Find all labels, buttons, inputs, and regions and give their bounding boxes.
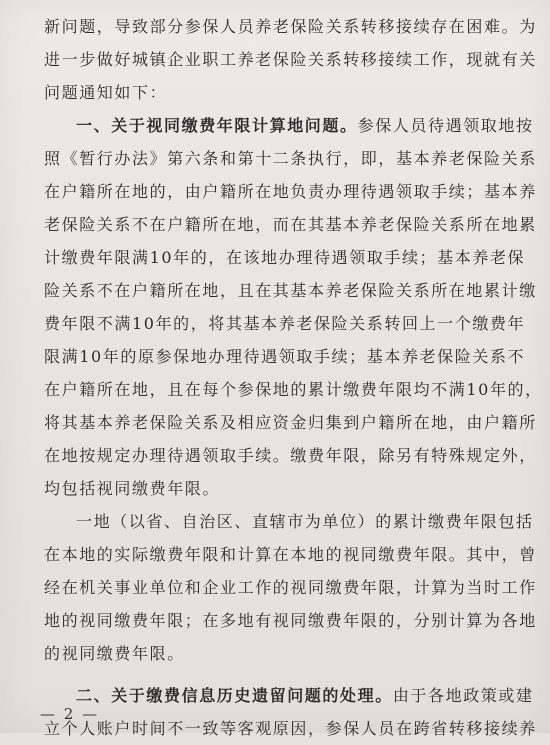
text-segment: 在本地的实际缴费年限和计算在本地的视同缴费年限。其中，曾: [44, 545, 537, 564]
text-segment: 计缴费年限满10年的，在该地办理待遇领取手续；基本养老保: [44, 248, 526, 267]
text-line: [44, 571, 537, 604]
text-line: [44, 712, 537, 745]
text-segment: 立个人账户时间不一致等客观原因，参保人员在跨省转移接续养: [44, 719, 537, 738]
paragraph: [44, 109, 543, 505]
section-heading: 二、关于缴费信息历史遗留问题的处理。: [76, 686, 393, 705]
text-segment: 照《暂行办法》第六条和第十二条执行，即，基本养老保险关系: [44, 149, 537, 168]
text-line: [44, 637, 524, 670]
text-line: [44, 538, 537, 571]
text-line: [44, 43, 537, 76]
text-segment: 将其基本养老保险关系及相应资金归集到户籍所在地，由户籍所: [44, 413, 537, 432]
paragraph: [44, 10, 537, 109]
text-line: [44, 373, 543, 406]
text-line: [44, 109, 534, 142]
text-segment: 经在机关事业单位和企业工作的视同缴费年限，计算为当时工作: [44, 578, 537, 597]
text-segment: 一地（以省、自治区、直辖市为单位）的累计缴费年限包括: [76, 512, 534, 531]
text-segment: 老保险关系不在户籍所在地，而在其基本养老保险关系所在地累: [44, 215, 537, 234]
text-segment: 限满10年的原参保地办理待遇领取手续；基本养老保险关系不: [44, 347, 526, 366]
text-segment: 新问题，导致部分参保人员养老保险关系转移接续存在困难。为: [44, 17, 537, 36]
text-segment: 由于各地政策或建: [392, 686, 534, 705]
text-segment: 参保人员待遇领取地按: [357, 116, 534, 135]
text-line: [44, 604, 537, 637]
text-line: [44, 340, 524, 373]
section-heading: 一、关于视同缴费年限计算地问题。: [76, 116, 358, 135]
text-line: [44, 10, 537, 43]
text-segment: 地的视同缴费年限；在多地有视同缴费年限的，分别计算为各地: [44, 611, 537, 630]
text-segment: 的视同缴费年限。: [44, 644, 185, 663]
text-line: [44, 505, 534, 538]
text-segment: 问题通知如下：: [44, 83, 168, 102]
text-line: [44, 439, 537, 472]
text-line: [44, 274, 537, 307]
paragraph: [44, 505, 537, 670]
text-segment: 在户籍所在地，且在每个参保地的累计缴费年限均不满10年的，: [44, 380, 543, 399]
paragraph-gap: [44, 670, 524, 679]
paragraph: [44, 679, 537, 745]
text-line: [44, 76, 524, 109]
document-body: [44, 10, 543, 745]
text-line: [44, 241, 524, 274]
text-segment: 进一步做好城镇企业职工养老保险关系转移接续工作，现就有关: [44, 50, 537, 69]
text-line: [44, 175, 537, 208]
page-number: — 2 —: [40, 705, 100, 723]
text-line: [44, 406, 537, 439]
text-segment: 在地按规定办理待遇领取手续。缴费年限，除另有特殊规定外，: [44, 446, 537, 465]
text-segment: 险关系不在户籍所在地，且在其基本养老保险关系所在地累计缴: [44, 281, 537, 300]
text-line: [44, 307, 524, 340]
text-line: [44, 679, 534, 712]
text-segment: 在户籍所在地的，由户籍所在地负责办理待遇领取手续；基本养: [44, 182, 537, 201]
text-line: [44, 208, 537, 241]
text-segment: 均包括视同缴费年限。: [44, 479, 221, 498]
text-segment: 费年限不满10年的，将其基本养老保险关系转回上一个缴费年: [44, 314, 526, 333]
text-line: [44, 472, 524, 505]
text-line: [44, 142, 537, 175]
